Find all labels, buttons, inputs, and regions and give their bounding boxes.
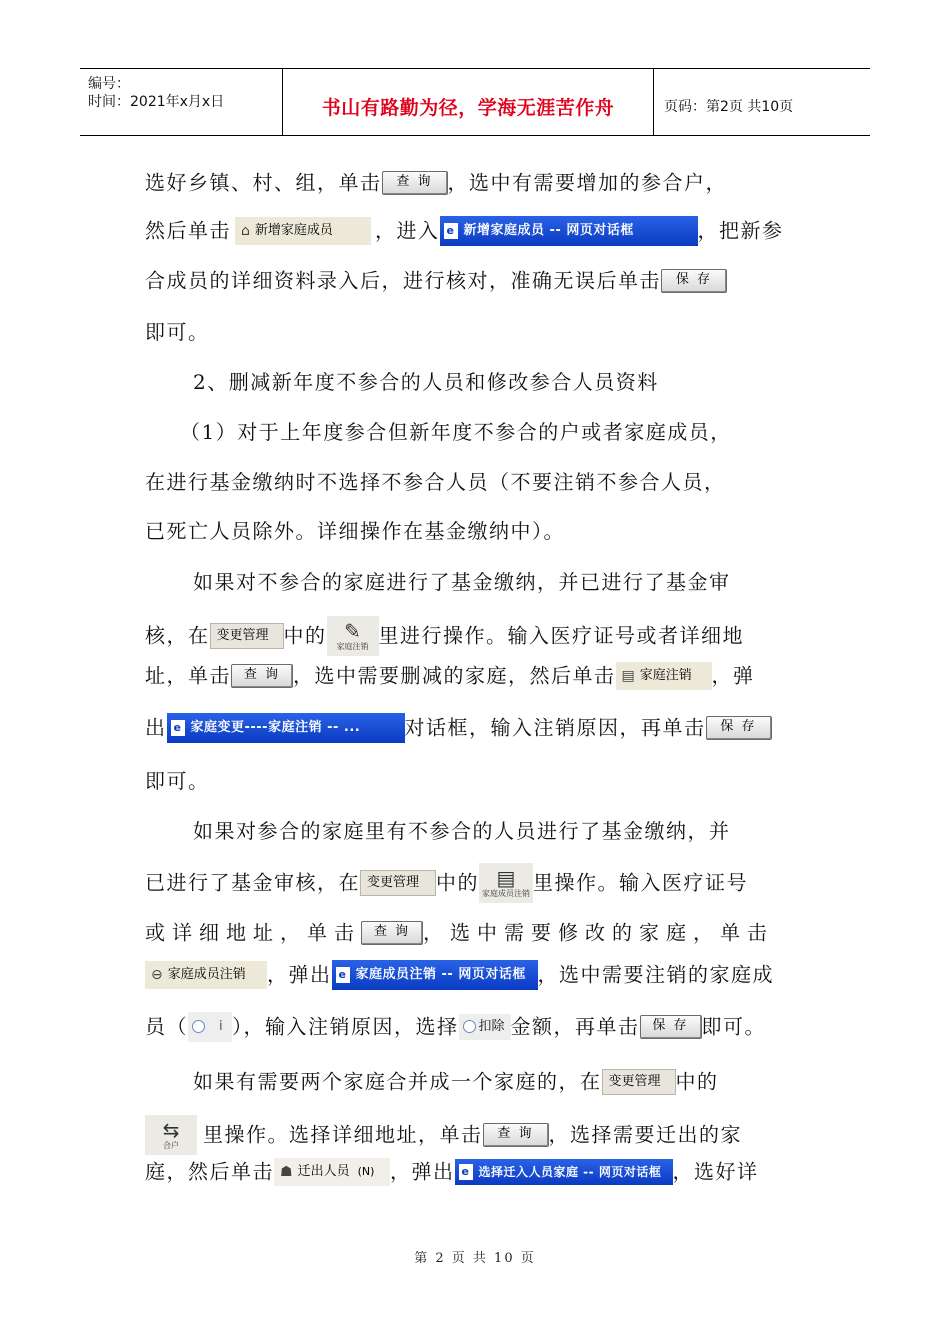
text-line: 在进行基金缴纳时不选择不参合人员（不要注销不参合人员， <box>145 470 726 494</box>
text-run: 里操作。选择详细地址，单击 <box>203 1122 483 1147</box>
text-run: 然后单击 <box>145 218 231 243</box>
dialog-title: 新增家庭成员 -- 网页对话框 <box>463 222 634 238</box>
text-run: ，选中有需要增加的参合户， <box>447 170 727 195</box>
pen-icon: ✎ <box>344 618 361 643</box>
add-member-label: 新增家庭成员 <box>254 222 333 238</box>
section-heading: 2、删减新年度不参合的人员和修改参合人员资料 <box>193 370 659 394</box>
text-run: ，弹出 <box>390 1159 455 1184</box>
add-member-dialog-titlebar <box>440 216 698 246</box>
document-icon: ▤ <box>496 865 516 890</box>
change-mgmt-tab-image: 变更管理 <box>360 870 436 896</box>
merge-doc-icon: ⇆ <box>162 1117 180 1142</box>
text-line: 如果对不参合的家庭进行了基金缴纳，并已进行了基金审 <box>193 570 731 594</box>
text-line <box>145 1150 759 1190</box>
page-footer: 第 2 页 共 10 页 <box>414 1251 536 1266</box>
deduct-radio-image <box>459 1014 511 1040</box>
text-run: 址，单击 <box>145 663 231 688</box>
member-cancel-icon <box>479 863 533 903</box>
text-run: 里操作。输入医疗证号 <box>533 870 748 895</box>
text-run: ，选择需要迁出的家 <box>548 1122 742 1147</box>
text-run: 已进行了基金审核，在 <box>145 870 360 895</box>
query-button-image: 查 询 <box>231 664 293 688</box>
text-run: 或详细地址，单击 <box>145 920 361 945</box>
doc-time-label: 时间：2021年x月x日 <box>88 94 225 110</box>
text-line <box>145 654 755 694</box>
house-icon: ⌂ <box>241 222 250 239</box>
ie-page-icon: e <box>336 967 350 983</box>
text-line <box>145 1005 766 1045</box>
icon-caption: 家庭注销 <box>336 641 369 651</box>
text-line: 已死亡人员除外。详细操作在基金缴纳中）。 <box>145 519 565 543</box>
text-run: ），输入注销原因，选择 <box>232 1014 459 1039</box>
ie-page-icon: e <box>171 720 185 736</box>
people-icon: ☗ <box>280 1163 293 1180</box>
icon-caption: 家庭成员注销 <box>482 888 530 898</box>
dialog-title: 选择迁入人员家庭 -- 网页对话框 <box>478 1164 662 1179</box>
header-motto-cell <box>283 69 654 135</box>
header-motto: 书山有路勤为径，学海无涯苦作舟 <box>321 97 615 119</box>
header-meta-cell <box>80 69 283 135</box>
radio-circle-icon <box>463 1020 476 1033</box>
header-page-label: 页码：第2页 共10页 <box>664 99 794 115</box>
text-run: ，弹出 <box>267 962 332 987</box>
doc-number-label: 编号： <box>88 76 130 92</box>
member-radio-image <box>188 1012 232 1042</box>
text-run: ，选好详 <box>672 1159 759 1184</box>
save-button-image: 保 存 <box>706 716 772 740</box>
ie-page-icon: e <box>459 1164 473 1180</box>
save-button-image: 保 存 <box>661 269 727 293</box>
text-line <box>145 861 748 901</box>
radio-circle-icon <box>192 1020 205 1033</box>
text-run: 中的 <box>283 623 327 648</box>
text-run: 中的 <box>436 870 479 895</box>
text-line: 即可。 <box>145 769 210 793</box>
text-line <box>145 911 774 951</box>
family-cancel-icon <box>327 616 379 656</box>
move-out-button-image <box>274 1158 390 1186</box>
radio-partial-text: i <box>219 1018 223 1034</box>
text-run: ，进入 <box>375 218 440 243</box>
text-run: 员（ <box>145 1014 188 1039</box>
text-line: （1）对于上年度参合但新年度不参合的户或者家庭成员， <box>180 420 732 444</box>
family-cancel-dialog-titlebar <box>167 713 405 743</box>
save-button-image: 保 存 <box>640 1015 702 1039</box>
shortcut-hint: (N) <box>357 1164 375 1178</box>
text-run: 对话框，输入注销原因，再单击 <box>404 715 706 740</box>
text-run: ，弹 <box>711 663 755 688</box>
text-run: 出 <box>145 715 167 740</box>
ie-page-icon: e <box>444 223 458 239</box>
dialog-title: 家庭变更----家庭注销 -- ... <box>190 719 361 735</box>
text-line <box>145 259 727 299</box>
family-cancel-label: 家庭注销 <box>639 667 692 683</box>
text-run: 核，在 <box>145 623 210 648</box>
text-line <box>145 161 727 201</box>
page-header <box>80 68 870 136</box>
change-mgmt-tab-image: 变更管理 <box>602 1069 676 1095</box>
move-out-label: 迁出人员 <box>297 1163 350 1179</box>
text-run: 中的 <box>675 1069 719 1094</box>
text-run: 如果有需要两个家庭合并成一个家庭的，在 <box>193 1069 602 1094</box>
query-button-image: 查 询 <box>483 1123 549 1147</box>
text-run: 庭，然后单击 <box>145 1159 274 1184</box>
text-line <box>145 209 784 249</box>
text-run: 合成员的详细资料录入后，进行核对，准确无误后单击 <box>145 268 661 293</box>
text-line <box>145 706 772 746</box>
text-line: 即可。 <box>145 320 210 344</box>
text-run: 里进行操作。输入医疗证号或者详细地 <box>378 623 744 648</box>
text-run: ，选中需要删减的家庭，然后单击 <box>293 663 616 688</box>
member-cancel-dialog-titlebar <box>332 960 538 990</box>
dialog-title: 家庭成员注销 -- 网页对话框 <box>355 966 526 982</box>
text-line <box>193 1060 719 1100</box>
member-cancel-label: 家庭成员注销 <box>167 966 246 982</box>
doc-icon: ▤ <box>621 667 635 684</box>
text-run: ，选中需要注销的家庭成 <box>537 962 774 987</box>
move-in-dialog-titlebar <box>455 1159 673 1185</box>
text-run: 金额，再单击 <box>510 1014 640 1039</box>
text-run: ，选中需要修改的家庭，单击 <box>423 920 774 945</box>
member-cancel-button-image <box>145 961 267 989</box>
merge-household-icon <box>145 1115 197 1155</box>
text-line: 如果对参合的家庭里有不参合的人员进行了基金缴纳，并 <box>193 819 731 843</box>
query-button-image: 查 询 <box>361 921 423 945</box>
text-line <box>145 953 774 993</box>
text-line <box>145 614 744 654</box>
text-run: ，把新参 <box>697 218 784 243</box>
icon-caption: 合户 <box>163 1140 179 1150</box>
add-member-button-image <box>235 217 371 245</box>
minus-circle-icon: ⊖ <box>151 966 163 983</box>
family-cancel-button-image <box>616 662 712 690</box>
text-run: 即可。 <box>701 1014 766 1039</box>
deduct-label: 扣除 <box>478 1018 505 1034</box>
change-mgmt-tab-image: 变更管理 <box>210 623 284 649</box>
text-run: 选好乡镇、村、组，单击 <box>145 170 382 195</box>
query-button-image: 查 询 <box>382 171 448 195</box>
